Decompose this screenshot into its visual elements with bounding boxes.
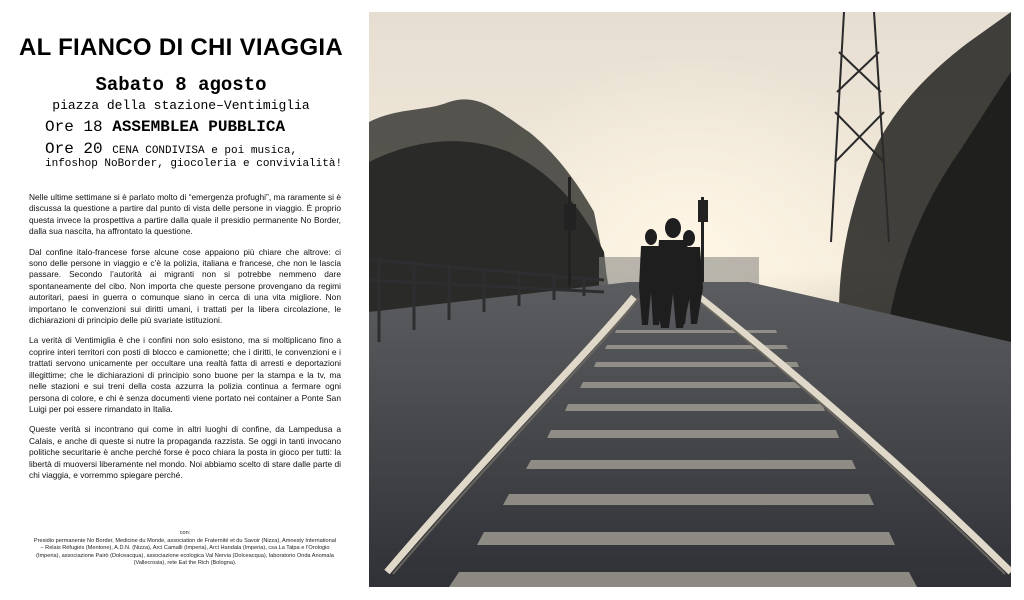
schedule-line-2-cont: infoshop NoBorder, giocoleria e convivialità!: [45, 158, 343, 170]
body-paragraph-3: La verità di Ventimiglia è che i confini non solo esistono, ma si moltiplicano fino a coprire interi territori con posti di blocco e camionette; che i diritti, le convenzioni e i trattati servono unicamente per occultare una realtà fatta di arresti e deportazioni illegittime; che le dichiarazioni di principio sono buone per la stampa e la tv, ma nelle stazioni e sui treni della costa azzurra la polizia continua a fermare ogni persona di colore, e chi è senza documenti viene portato nei container a Ponte San Luigi per poi essere rimandato in Italia.: [29, 335, 341, 414]
body-paragraph-1: Nelle ultime settimane si è parlato molto di “emergenza profughi”, ma raramente si è discussa la questione a partire dal punto di vista delle persone in viaggio. È proprio questa invece la prospettiva a partire dalla quale il presidio permanente No Border, dalla sua nascita, ha affrontato la questione.: [29, 192, 341, 237]
schedule-line-2: [45, 140, 297, 158]
poster-body: [29, 192, 341, 490]
event-date: Sabato 8 agosto: [95, 74, 267, 96]
credits-label: con:: [179, 530, 191, 536]
schedule-time-2: Ore 20: [45, 140, 103, 158]
schedule-event-2: CENA CONDIVISA e poi musica,: [112, 145, 298, 157]
schedule-event-1: ASSEMBLEA PUBBLICA: [112, 118, 286, 136]
schedule-time-1: Ore 18: [45, 118, 103, 136]
poster-title: AL FIANCO DI CHI VIAGGIA: [18, 34, 344, 61]
credits-block: [32, 530, 338, 568]
credits-text: Presidio permanente No Border, Medicine du Monde, association de Fraternité et du Savoir (Nizza), Amnesty International – Relais Réfugiés (Mentone), A.D.N. (Nizza), Arci Camalli (Imperia), Arci Handala (Imperia), csa La Talpa e l’Orologio (Imperia), associazione Pairò (Dolceacqua), associazione ecologica Val Nervia (Dolceacqua), laboratorio Onda Anomala (Vallecrosia), rete Eat the Rich (Bologna).: [33, 537, 337, 567]
body-paragraph-4: Queste verità si incontrano qui come in altri luoghi di confine, da Lampedusa a Calais, e anche di queste si nutre la propaganda razzista. Se oggi in tanti invocano politiche securitarie è anche perché forse è poco chiara la posta in gioco per tutti: la libertà di muoversi liberamente nel mondo. Noi abbiamo scelto di stare dalle parte di chi viaggia, e vorremmo spiegare perché.: [29, 424, 341, 480]
body-paragraph-2: Dal confine italo-francese forse alcune cose appaiono più chiare che altrove: ci sono delle persone in viaggio e c’è la polizia, italiana e francese, che non le lascia passare. Secondo l’autorità ai migranti non si potrebbe nemmeno dare spontaneamente del cibo. Non importa che queste persone provengano da regimi autoritari, paesi in guerra o comunque siano in cerca di una vita migliore. Non importano le convenzioni sui diritti umani, i trattati per la libera circolazione, le dichiarazioni di principio delle più svariate istituzioni.: [29, 246, 341, 326]
railway-photo-illustration: [369, 12, 1011, 587]
event-place: piazza della stazione–Ventimiglia: [52, 98, 310, 113]
schedule-line-1: [45, 118, 285, 136]
poster-text-column: [0, 0, 362, 600]
railway-photo: [369, 12, 1011, 587]
